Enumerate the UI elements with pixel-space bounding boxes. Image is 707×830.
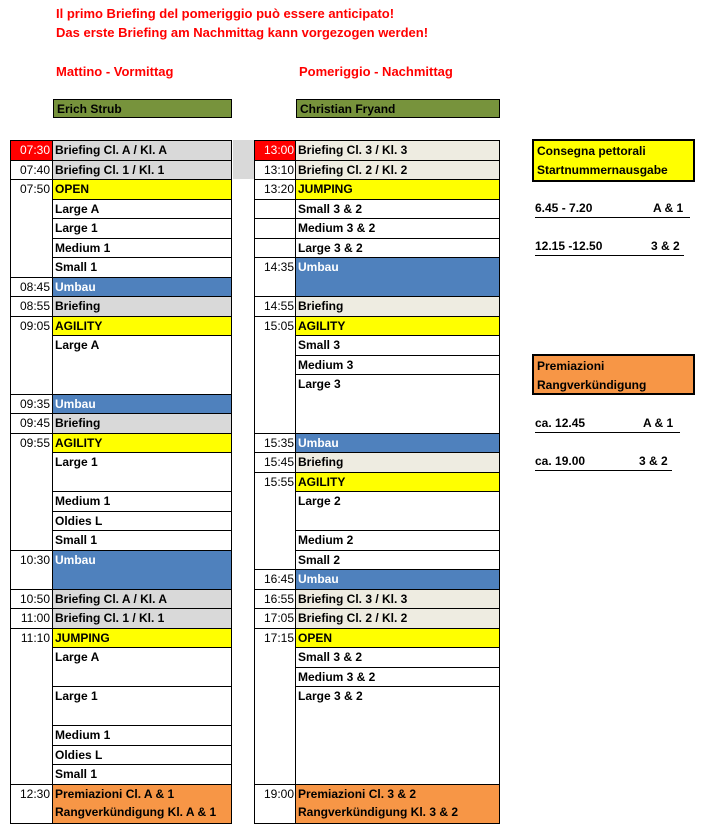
time-cell: 07:40 <box>10 160 53 181</box>
awards-row-2-classes: 3 & 2 <box>639 454 668 468</box>
activity-cell: Medium 1 <box>52 725 232 746</box>
activity-cell: AGILITY <box>52 316 232 337</box>
time-cell <box>254 550 297 571</box>
activity-cell: Large 3 <box>295 374 500 434</box>
activity-cell: AGILITY <box>295 472 500 493</box>
notice-line-1: Il primo Briefing del pomeriggio può essere anticipato! <box>56 6 395 21</box>
time-cell <box>254 374 297 434</box>
activity-cell: Briefing Cl. 2 / Kl. 2 <box>295 608 500 629</box>
activity-cell: Umbau <box>52 394 232 415</box>
time-cell <box>254 355 297 376</box>
time-cell <box>254 686 297 785</box>
afternoon-heading: Pomeriggio - Nachmittag <box>299 64 453 79</box>
time-cell <box>254 803 297 824</box>
time-cell <box>254 647 297 668</box>
time-cell <box>10 530 53 551</box>
activity-cell: Briefing Cl. A / Kl. A <box>52 140 232 161</box>
awards-row-1-time: ca. 12.45 <box>535 416 586 430</box>
activity-cell: Briefing <box>295 296 500 317</box>
morning-judge: Erich Strub <box>53 99 232 118</box>
activity-cell: Premiazioni Cl. A & 1 <box>52 784 232 805</box>
time-cell <box>254 238 297 259</box>
activity-cell: Premiazioni Cl. 3 & 2 <box>295 784 500 805</box>
time-cell <box>254 218 297 239</box>
activity-cell: AGILITY <box>295 316 500 337</box>
activity-cell: Medium 3 & 2 <box>295 667 500 688</box>
awards-box <box>532 354 695 395</box>
activity-cell: Umbau <box>52 550 232 590</box>
time-cell: 12:30 <box>10 784 53 805</box>
time-cell <box>254 335 297 356</box>
afternoon-judge: Christian Fryand <box>296 99 500 118</box>
time-cell: 08:55 <box>10 296 53 317</box>
activity-cell: Small 3 <box>295 335 500 356</box>
time-cell <box>10 335 53 395</box>
time-cell: 07:50 <box>10 179 53 200</box>
time-cell <box>254 491 297 531</box>
time-cell <box>10 686 53 726</box>
time-cell <box>10 725 53 746</box>
activity-cell: Umbau <box>295 433 500 454</box>
activity-cell: Medium 2 <box>295 530 500 551</box>
time-cell: 15:05 <box>254 316 297 337</box>
column-gap <box>233 140 254 179</box>
activity-cell: Oldies L <box>52 511 232 532</box>
time-cell: 15:35 <box>254 433 297 454</box>
time-cell <box>10 647 53 687</box>
time-cell: 09:35 <box>10 394 53 415</box>
time-cell: 13:20 <box>254 179 297 200</box>
bib-row-2-classes: 3 & 2 <box>651 239 680 253</box>
activity-cell: Umbau <box>295 257 500 297</box>
activity-cell: Briefing Cl. A / Kl. A <box>52 589 232 610</box>
time-cell <box>10 764 53 785</box>
activity-cell: Medium 1 <box>52 491 232 512</box>
activity-cell: Briefing <box>295 452 500 473</box>
time-cell <box>10 452 53 492</box>
time-cell: 10:30 <box>10 550 53 590</box>
activity-cell: Large 3 & 2 <box>295 686 500 785</box>
activity-cell: Large 1 <box>52 452 232 492</box>
time-cell: 17:05 <box>254 608 297 629</box>
activity-cell: Medium 3 <box>295 355 500 376</box>
activity-cell: Rangverkündigung Kl. 3 & 2 <box>295 803 500 824</box>
time-cell <box>10 745 53 766</box>
activity-cell: OPEN <box>52 179 232 200</box>
awards-row-1 <box>535 416 680 433</box>
activity-cell: Large A <box>52 335 232 395</box>
time-cell: 15:45 <box>254 452 297 473</box>
activity-cell: Small 1 <box>52 764 232 785</box>
time-cell: 09:55 <box>10 433 53 454</box>
awards-row-2-time: ca. 19.00 <box>535 454 586 468</box>
awards-title-2: Rangverkündigung <box>537 378 647 392</box>
bib-distribution-box <box>532 139 695 182</box>
activity-cell: Briefing Cl. 1 / Kl. 1 <box>52 160 232 181</box>
awards-row-1-classes: A & 1 <box>643 416 674 430</box>
time-cell <box>10 238 53 259</box>
activity-cell: Large 1 <box>52 218 232 239</box>
activity-cell: Rangverkündigung Kl. A & 1 <box>52 803 232 824</box>
notice-line-2: Das erste Briefing am Nachmittag kann vorgezogen werden! <box>56 25 429 40</box>
time-cell: 13:10 <box>254 160 297 181</box>
bib-row-1-time: 6.45 - 7.20 <box>535 201 593 215</box>
bib-title-2: Startnummernausgabe <box>537 163 668 177</box>
time-cell <box>254 530 297 551</box>
time-cell: 17:15 <box>254 628 297 649</box>
activity-cell: Small 1 <box>52 257 232 278</box>
activity-cell: Small 1 <box>52 530 232 551</box>
time-cell: 08:45 <box>10 277 53 298</box>
time-cell: 13:00 <box>254 140 297 161</box>
activity-cell: Medium 1 <box>52 238 232 259</box>
time-column-bottom-border <box>254 823 297 824</box>
bib-row-1 <box>535 201 690 218</box>
activity-cell: AGILITY <box>52 433 232 454</box>
activity-cell: Oldies L <box>52 745 232 766</box>
activity-cell: Umbau <box>295 569 500 590</box>
activity-cell: Umbau <box>52 277 232 298</box>
bib-row-1-classes: A & 1 <box>653 201 684 215</box>
time-cell <box>254 667 297 688</box>
activity-cell: Briefing Cl. 3 / Kl. 3 <box>295 589 500 610</box>
time-cell: 19:00 <box>254 784 297 805</box>
time-cell: 09:05 <box>10 316 53 337</box>
activity-cell: Large A <box>52 647 232 687</box>
activity-cell: JUMPING <box>295 179 500 200</box>
time-cell: 15:55 <box>254 472 297 493</box>
bib-title-1: Consegna pettorali <box>537 144 646 158</box>
activity-cell: Medium 3 & 2 <box>295 218 500 239</box>
activity-cell: Briefing <box>52 296 232 317</box>
time-cell <box>10 199 53 220</box>
time-cell: 09:45 <box>10 413 53 434</box>
time-cell: 11:00 <box>10 608 53 629</box>
time-cell <box>10 803 53 824</box>
activity-cell: Large 1 <box>52 686 232 726</box>
time-cell <box>254 199 297 220</box>
time-column-bottom-border <box>10 823 53 824</box>
time-cell: 11:10 <box>10 628 53 649</box>
activity-cell: Briefing <box>52 413 232 434</box>
activity-cell: Small 3 & 2 <box>295 647 500 668</box>
time-cell: 10:50 <box>10 589 53 610</box>
time-cell <box>10 511 53 532</box>
activity-cell: Briefing Cl. 3 / Kl. 3 <box>295 140 500 161</box>
bib-row-2 <box>535 239 684 256</box>
time-cell <box>10 218 53 239</box>
time-cell: 07:30 <box>10 140 53 161</box>
time-cell: 16:55 <box>254 589 297 610</box>
activity-cell: Briefing Cl. 2 / Kl. 2 <box>295 160 500 181</box>
activity-cell: Briefing Cl. 1 / Kl. 1 <box>52 608 232 629</box>
time-cell: 16:45 <box>254 569 297 590</box>
bib-row-2-time: 12.15 -12.50 <box>535 239 603 253</box>
time-cell <box>10 491 53 512</box>
time-cell: 14:55 <box>254 296 297 317</box>
activity-cell: Small 3 & 2 <box>295 199 500 220</box>
time-cell: 14:35 <box>254 257 297 297</box>
activity-cell: Large 2 <box>295 491 500 531</box>
time-cell <box>10 257 53 278</box>
activity-cell: Large A <box>52 199 232 220</box>
activity-cell: Small 2 <box>295 550 500 571</box>
morning-heading: Mattino - Vormittag <box>56 64 174 79</box>
activity-cell: Large 3 & 2 <box>295 238 500 259</box>
activity-cell: OPEN <box>295 628 500 649</box>
activity-cell: JUMPING <box>52 628 232 649</box>
awards-row-2 <box>535 454 672 471</box>
awards-title-1: Premiazioni <box>537 359 605 373</box>
